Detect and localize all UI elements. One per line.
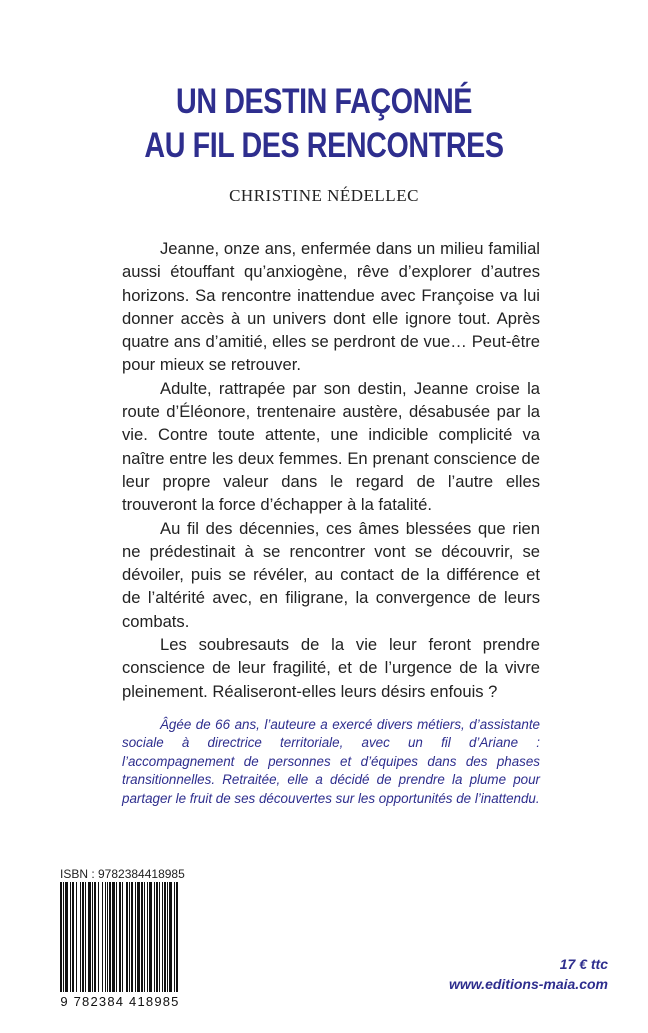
blurb-paragraph-1: Jeanne, onze ans, enfermée dans un milieu familial aussi étouffant qu’anxiogène, rêve d’explorer d’autres horizons. Sa rencontre inattendue avec Françoise va lui donner accès à un univers dont elle ignore tout. Après quatre ans d’amitié, elles se perdront de vue… Peut-être pour mieux se retrouver.	[122, 239, 540, 375]
author-name: CHRISTINE NÉDELLEC	[229, 186, 419, 205]
barcode-digits: 9 782384 418985	[60, 994, 180, 1009]
book-title	[58, 80, 589, 168]
blurb-paragraph-2: Adulte, rattrapée par son destin, Jeanne croise la route d’Éléonore, trentenaire austère, désabusée par la vie. Contre toute attente, une indicible complicité va naître entre les deux femmes. En prenant conscience de leur propre valeur dans le regard de l’autre elles trouveront la force d’échapper à la fatalité.	[122, 378, 540, 515]
book-title-line-1: UN DESTIN FAÇONNÉ	[176, 82, 472, 121]
author-bio: Âgée de 66 ans, l’auteure a exercé divers métiers, d’assistante sociale à directrice territoriale, avec un fil d’Ariane : l’accompagnement de personnes et d’équipes dans des phases transitionnelles. Retraitée, elle a décidé de prendre la plume pour partager le fruit de ses découvertes sur les opportunités de l’inattendu.	[122, 717, 540, 806]
isbn-label: ISBN : 9782384418985	[60, 867, 185, 881]
barcode-bars-icon	[56, 882, 184, 992]
blurb-paragraph-3: Au fil des décennies, ces âmes blessées que rien ne prédestinait à se rencontrer vont se découvrir, se dévoiler, puis se révéler, au contact de la différence et de l’altérité avec, en filigrane, la convergence de leurs combats.	[122, 518, 540, 631]
publisher-website[interactable]: www.editions-maia.com	[449, 976, 608, 992]
book-title-line-2: AU FIL DES RENCONTRES	[144, 126, 504, 165]
back-cover-blurb	[122, 237, 540, 703]
blurb-paragraph-4: Les soubresauts de la vie leur feront prendre conscience de leur fragilité, et de l’urgence de la vivre pleinement. Réaliseront-elles leurs désirs enfouis ?	[122, 635, 540, 701]
barcode	[56, 882, 184, 992]
price: 17 € ttc	[559, 956, 608, 972]
